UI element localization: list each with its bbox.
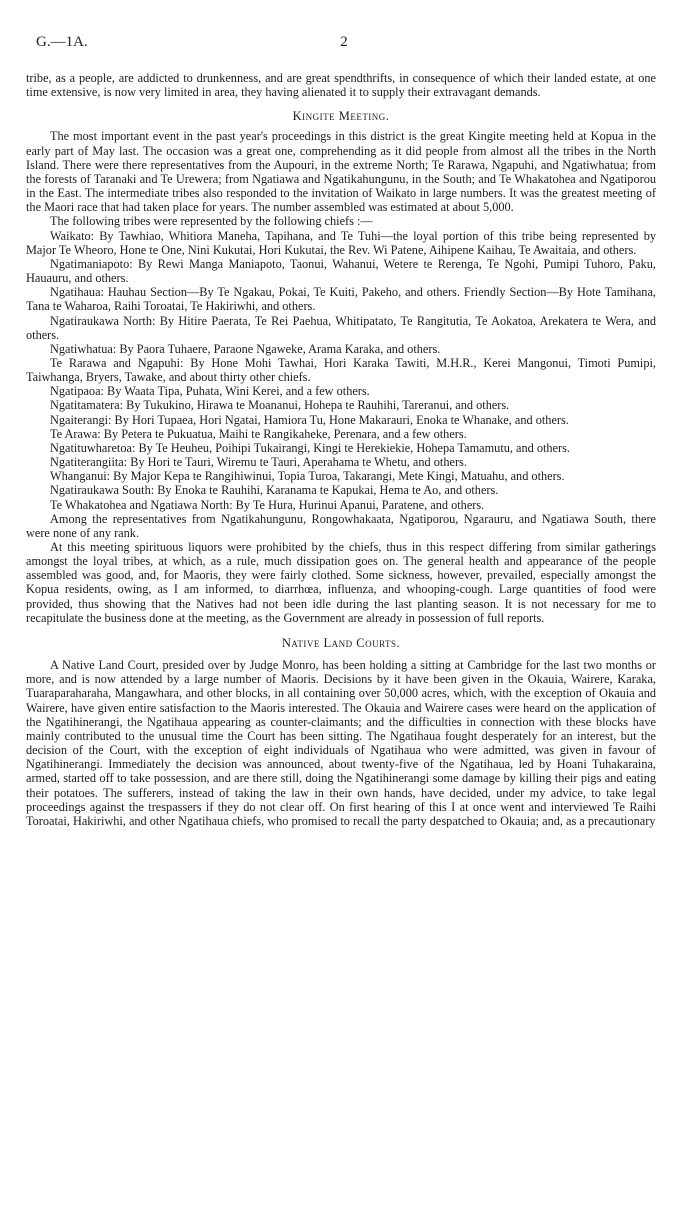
tribe-entry: Ngatipaoa: By Waata Tipa, Puhata, Wini Kerei, and a few others.	[50, 384, 370, 399]
tribe-entry: Whanganui: By Major Kepa te Rangihiwinui, Topia Turoa, Takarangi, Mete Kingi, Matuahu, and others.	[50, 469, 565, 484]
tribe-entry: Te Whakatohea and Ngatiawa North: By Te Hura, Hurinui Apanui, Paratene, and others.	[50, 497, 485, 512]
tribe-entry: Waikato: By Tawhiao, Whitiora Maneha, Tapihana, and Te Tuhi—the loyal portion of this tribe being represented by Major Te Wheoro, Hone te One, Nini Kukutai, Hori Kukutai, the Rev. Wi Patene, Aihipene Kaihau, Te Awaitaia, and others.	[26, 228, 656, 257]
tribe-entry: Ngatiwhatua: By Paora Tuhaere, Paraone Ngaweke, Arama Karaka, and others.	[50, 341, 441, 356]
paragraph: The following tribes were represented by the following chiefs :—	[50, 214, 373, 229]
tribe-entry: Ngatituwharetoa: By Te Heuheu, Poihipi Tukairangi, Kingi te Herekiekie, Hohepa Tamamutu, and others.	[50, 440, 570, 455]
paragraph: A Native Land Court, presided over by Judge Monro, has been holding a sitting at Cambridge for the last two months or more, and is now attended by a large number of Maoris. Decisions by it have been given in the Okauia, Wairere, Karaka, Tuaraparaharaha, Mangawhara, and other blocks, in all containing over 50,000 acres, which, with the exception of Okauia and Wairere, have given entire satisfaction to the Maoris interested. The Okauia and Wairere cases were heard on the application of the Ngatihinerangi, the Ngatihaua appearing as counter-claimants; and the difficulties in connection with these blocks have mainly contributed to the unusual time the Court has been sitting. The Ngatihaua fought desperately for an interest, but the decision of the Court, with the exception of eight individuals of Ngatihaua who were admitted, was given in favour of Ngatihinerangi. Immediately the decision was announced, about twenty-five of the Ngatihaua, led by Hoani Tuhakaraina, armed, started off to take possession, and are there still, doing the Ngatihinerangi some damage by killing their pigs and eating their potatoes. The sufferers, instead of taking the law in their own hands, have decided, under my advice, to take legal proceedings against the trespassers if they do not clear off. On first hearing of this I at once went and interviewed Te Raihi Toroatai, Hakiriwhi, and other Ngatihaua chiefs, who promised to recall the party despatched to Okauia; and, as a precautionary	[26, 658, 656, 828]
paragraph: Among the representatives from Ngatikahungunu, Rongowhakaata, Ngatiporou, Ngarauru, and Ngatiawa South, there were none of any rank.	[26, 511, 656, 540]
tribe-entry: Ngatiterangiita: By Hori te Tauri, Wiremu te Tauri, Aperahama te Whetu, and others.	[50, 455, 467, 470]
tribe-entry: Ngatiraukawa South: By Enoka te Rauhihi, Karanama te Kapukai, Hema te Ao, and others.	[50, 483, 499, 498]
tribe-entry: Ngaiterangi: By Hori Tupaea, Hori Ngatai, Hamiora Tu, Hone Makarauri, Enoka te Whanake, and others.	[50, 412, 569, 427]
page-header	[36, 34, 652, 52]
tribe-entry: Te Arawa: By Petera te Pukuatua, Maihi te Rangikaheke, Perenara, and a few others.	[50, 426, 467, 441]
paragraph: At this meeting spirituous liquors were prohibited by the chiefs, thus in this respect differing from similar gatherings amongst the loyal tribes, at which, as a rule, much dissipation goes on. The general health and appearance of the people assembled was good, and, for Maoris, they were fairly clothed. Some sickness, however, prevailed, especially amongst the Kopua residents, owing, as I am informed, to diarrhœa, influenza, and whooping-cough. Large quantities of food were provided, thus showing that the Natives had not been idle during the last planting season. It is not necessary for me to recapitulate the business done at the meeting, as the Government are already in possession of full reports.	[26, 540, 656, 625]
paragraph: The most important event in the past year's proceedings in this district is the great Kingite meeting held at Kopua in the early part of May last. The occasion was a great one, comprehending as it did people from almost all the tribes in the North Island. There were there representatives from the Aupouri, in the extreme North; Te Rarawa, Ngapuhi, and Ngatiwhatua; from the forests of Taranaki and Te Urewera; from Ngatiawa and Ngatikahungunu, in the South; and Te Whakatohea and Ngatiporou in the East. The intermediate tribes also responded to the invitation of Waikato in large numbers. It was the greatest meeting of the Maori race that had taken place for years. The number assembled was estimated at about 5,000.	[26, 129, 656, 215]
section-heading-native-land-courts: Native Land Courts.	[281, 635, 401, 650]
section-heading-kingite-meeting: Kingite Meeting.	[292, 109, 390, 124]
document-body	[26, 71, 656, 828]
document-reference: G.—1A.	[36, 34, 88, 50]
tribe-entry: Ngatimaniapoto: By Rewi Manga Maniapoto, Taonui, Wahanui, Wetere te Rerenga, Te Ngohi, Pumipi Tuhoro, Paku, Hauauru, and others.	[26, 256, 656, 286]
page-number: 2	[340, 34, 348, 50]
tribe-entry: Ngatihaua: Hauhau Section—By Te Ngakau, Pokai, Te Kuiti, Pakeho, and others. Friendly Section—By Hote Tamihana, Tana te Waharoa, Raihi Toroatai, Te Hakiriwhi, and others.	[26, 285, 656, 314]
tribe-entry: Ngatiraukawa North: By Hitire Paerata, Te Rei Paehua, Whitipatato, Te Rangitutia, Te Aokatoa, Arekatera te Wera, and others.	[26, 313, 656, 342]
tribe-entry: Te Rarawa and Ngapuhi: By Hone Mohi Tawhai, Hori Karaka Tawiti, M.H.R., Kerei Mangonui, Timoti Pumipi, Taiwhanga, Bryers, Tawake, and about thirty other chiefs.	[26, 355, 656, 385]
paragraph-continuation: tribe, as a people, are addicted to drunkenness, and are great spendthrifts, in consequence of which their landed estate, at one time extensive, is now very limited in area, they having alienated it to supply their extravagant demands.	[26, 71, 656, 100]
tribe-entry: Ngatitamatera: By Tukukino, Hirawa te Moananui, Hohepa te Rauhihi, Tareranui, and others.	[50, 398, 510, 413]
